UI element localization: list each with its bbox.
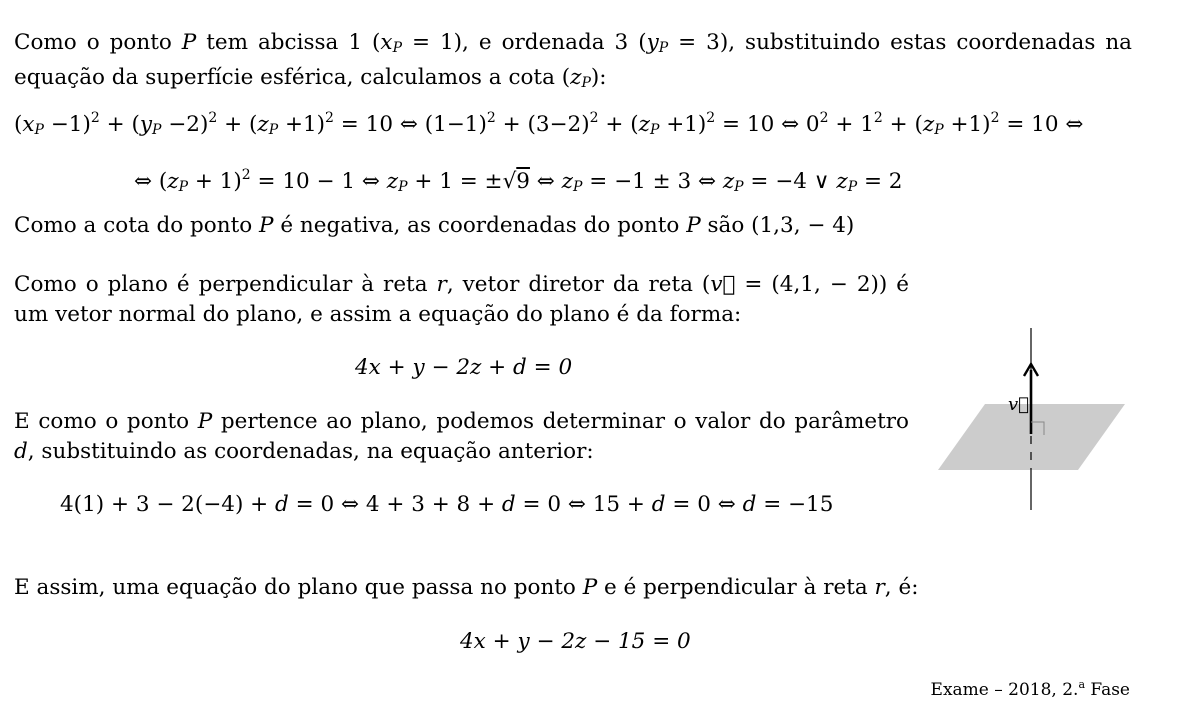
plane-final-equation: 4x + y − 2z − 15 = 0	[460, 629, 691, 654]
paragraph-4: E como o ponto P pertence ao plano, podemos determinar o valor do parâmetro d, substituindo as coordenadas, na equação anterior:	[14, 409, 909, 464]
vector-label: v⃗	[1008, 394, 1029, 415]
paragraph-5: E assim, uma equação do plano que passa no ponto P e é perpendicular à reta r, é:	[14, 575, 919, 600]
d-calculation-equation: 4(1) + 3 − 2(−4) + d = 0 ⇔ 4 + 3 + 8 + d = 0 ⇔ 15 + d = 0 ⇔ d = −15	[60, 492, 834, 517]
plane-normal-figure	[930, 322, 1130, 512]
sphere-equation-line-1: $(x_P -1)^2 + (y_P -2)^2 + (z_P +1)^2 = 10$ ⇔ $(1-1)^2 + (3-2)^2 + (z_P +1)^2 = 10$ ⇔ $0^2 + 1^2 + (z_P +1)^2 = 10$ ⇔	[14, 110, 1084, 138]
paragraph-1: Como o ponto P tem abcissa 1 $(x_P = 1)$, e ordenada 3 $(y_P = 3)$, substituindo estas coordenadas na equação da superfície esférica, calculamos a cota $(z_P)$:	[14, 30, 1133, 91]
sphere-equation-line-2: ⇔ $(z_P + 1)^2 = 10 - 1$ ⇔ $z_P + 1 = \pm√9$ ⇔ $z_P = -1 \pm 3$ ⇔ $z_P = -4$ ∨ $z_P = 2$	[134, 167, 903, 195]
paragraph-3: Como o plano é perpendicular à reta r, vetor diretor da reta (v⃗ = (4,1, − 2)) é um vetor normal do plano, e assim a equação do plano é da forma:	[14, 272, 910, 327]
plane-form-equation: 4x + y − 2z + d = 0	[355, 355, 573, 380]
source-reference: Exame – 2018, 2.$^a$ Fase	[930, 678, 1130, 700]
paragraph-2: Como a cota do ponto P é negativa, as coordenadas do ponto P são (1,3, − 4)	[14, 213, 855, 238]
